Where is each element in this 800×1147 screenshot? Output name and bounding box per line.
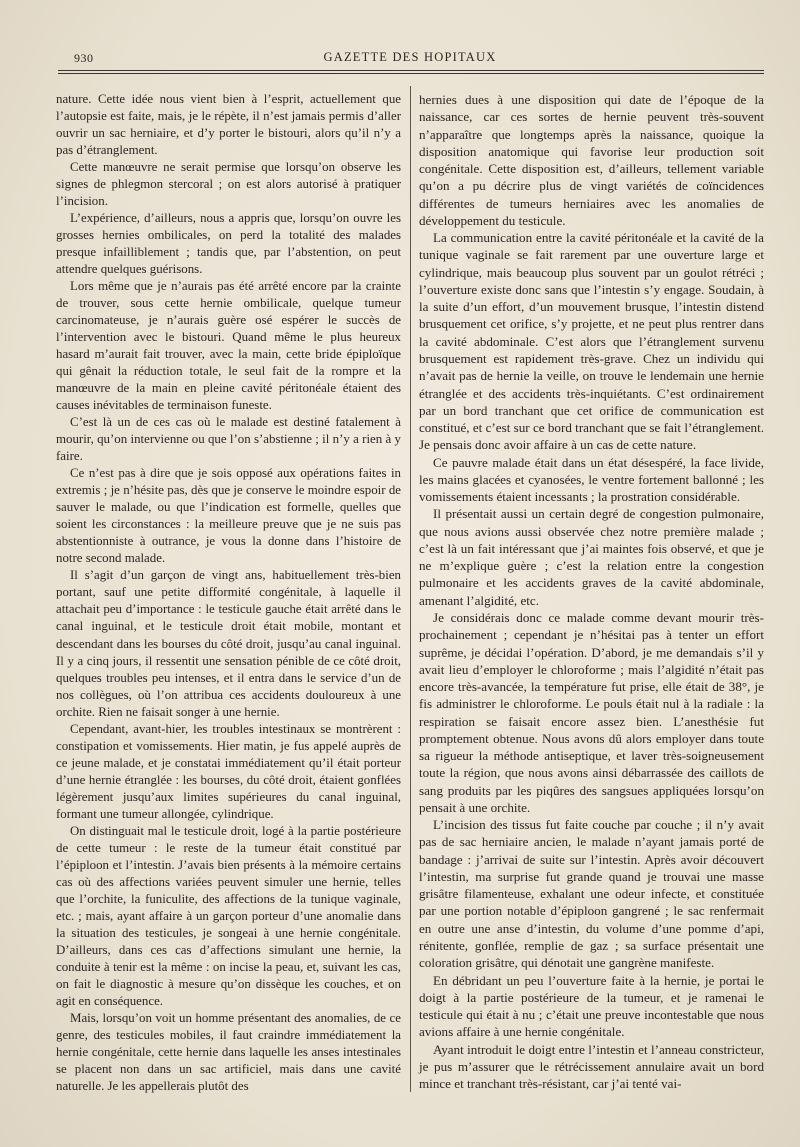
paragraph: C’est là un de ces cas où le malade est destiné fatalement à mourir, qu’on intervienne ou que l’on s’abstienne ; il n’y a rien à y faire. xyxy=(56,415,401,464)
paragraph: Je considérais donc ce malade comme devant mourir très-prochainement ; cependant je n’hésitai pas à tenter un effort suprême, je décidai l’opération. D’abord, je me demandais s’il y avait lieu d’employer le chloroforme ; mais l’algidité n’était pas encore très-avancée, la température fut prise, elle était de 38°, je fis administrer le chloroforme. Le pouls était nul à la radiale : la respiration se faisait encore assez bien. L’anesthésie fut promptement obtenue. Nous avons dû alors employer dans toute sa rigueur la méthode antiseptique, et laver très-soigneusement toute la région, que nous avons ainsi débarrassée des caillots de sang produits par les piqûres des sangsues appliquées lorsqu’on pensait à une orchite. xyxy=(419,609,764,815)
paragraph: Cette manœuvre ne serait permise que lorsqu’on observe les signes de phlegmon stercoral ; on est alors autorisé à pratiquer l’incision. xyxy=(56,160,401,209)
paragraph: L’expérience, d’ailleurs, nous a appris que, lorsqu’on ouvre les grosses hernies ombilicales, on perd la totalité des malades presque infailliblement ; tandis que, par l’abstention, on peut attendre quelques guérisons. xyxy=(56,211,401,277)
left-column xyxy=(56,91,401,1095)
paragraph: On distinguait mal le testicule droit, logé à la partie postérieure de cette tumeur : le reste de la tumeur était constitué par l’épiploon et l’intestin. J’avais bien présents à la mémoire certains cas où des affections variées peuvent simuler une hernie, telles que l’orchite, la funiculite, des affections de la tunique vaginale, etc. ; mais, ayant affaire à un garçon porteur d’une anomalie dans la situation des testicules, je songeai à une hernie congénitale. D’ailleurs, dans ces cas d’affections simulant une hernie, la conduite à tenir est la même : on incise la peau, et, suivant les cas, on fait le diagnostic à mesure qu’on dissèque les couches, et on agit en conséquence. xyxy=(56,823,401,1008)
paragraph: La communication entre la cavité péritonéale et la cavité de la tunique vaginale se fait rarement par une ouverture large et cylindrique, mais beaucoup plus souvent par un goulot rétréci ; l’ouverture existe donc sans que l’intestin s’y engage. Soudain, à la suite d’un effort, d’un mouvement brusque, l’intestin distend brusquement cet orifice, s’y projette, et ne peut plus rentrer dans la cavité abdominale. C’est alors que l’étranglement survenu brusquement est rapidement très-grave. Chez un individu qui n’avait pas de hernie la veille, on trouve le lendemain une hernie étranglée et des accidents très-inquiétants. C’est ordinairement par un bord tranchant que cet orifice de communication est constitué, et c’est sur ce bord tranchant que se fait l’étranglement. Je pensais donc avoir affaire à un cas de cette nature. xyxy=(419,230,764,453)
paragraph: Il s’agit d’un garçon de vingt ans, habituellement très-bien portant, sauf une petite difformité congénitale, à laquelle il attachait peu d’importance : le testicule gauche était arrêté dans le canal inguinal, et le testicule droit était mobile, montant et descendant dans les bourses du côté droit, jusqu’au canal inguinal. Il y a cinq jours, il ressentit une sensation pénible de ce côté droit, quelques troubles peu intenses, et il entra dans le service d’un de nos collègues, où l’on attribua ces accidents douloureux à une orchite. Rien ne faisait songer à une hernie. xyxy=(56,568,401,719)
paragraph: hernies dues à une disposition qui date de l’époque de la naissance, car ces sortes de hernie peuvent très-souvent n’apparaître que longtemps après la naissance, quoique la disposition anatomique qui favorise leur production soit congénitale. Cette disposition est, d’ailleurs, tellement variable qu’on a pu décrire plus de vingt variétés de coïncidences différentes de tumeurs herniaires avec les anomalies de développement du testicule. xyxy=(419,92,764,228)
header-rule-bottom xyxy=(58,73,764,74)
paragraph: Mais, lorsqu’on voit un homme présentant des anomalies, de ce genre, des testicules mobiles, il faut craindre immédiatement la hernie congénitale, cette hernie dans laquelle les anses intestinales se placent non dans un sac artificiel, mais dans une cavité naturelle. Je les appellerais plutôt des xyxy=(56,1010,401,1093)
paragraph: Ce pauvre malade était dans un état désespéré, la face livide, les mains glacées et cyanosées, le ventre fortement ballonné ; les vomissements étaient incessants ; la prostration considérable. xyxy=(419,454,764,505)
paragraph: Ayant introduit le doigt entre l’intestin et l’anneau constricteur, je pus m’assurer que le rétrécissement annulaire avait un bord mince et tranchant très-résistant, car j’ai tenté vai- xyxy=(419,1041,764,1092)
column-separator xyxy=(410,86,411,1092)
page-number: 930 xyxy=(74,51,94,65)
paragraph: En débridant un peu l’ouverture faite à la hernie, je portai le doigt à la partie postérieure de la tumeur, et je ramenai le testicule qui était à nu ; c’était une preuve incontestable que nous avions affaire à une hernie congénitale. xyxy=(419,972,764,1040)
right-column xyxy=(419,91,764,1092)
paragraph: nature. Cette idée nous vient bien à l’esprit, actuellement que l’autopsie est faite, mais, je le répète, il n’est jamais permis d’aller ouvrir un sac herniaire, et d’y porter le bistouri, alors qu’il n’y a pas d’étranglement. xyxy=(56,92,401,158)
paragraph: Ce n’est pas à dire que je sois opposé aux opérations faites in extremis ; je n’hésite pas, dès que je conserve le moindre espoir de sauver le malade, ou que l’indication est formelle, quelles que soient les circonstances : la meilleure preuve que je ne suis pas abstentionniste à outrance, je vous la donne dans l’histoire de notre second malade. xyxy=(56,466,401,566)
paragraph: Lors même que je n’aurais pas été arrêté encore par la crainte de trouver, sous cette hernie ombilicale, quelque tumeur carcinomateuse, je n’aurais guère osé espérer le succès de l’intervention avec le bistouri. Quand même le plus heureux hasard m’aurait fait trouver, avec la main, cette bride épiploïque qui gênait la réduction totale, le seul fait de la rompre et la manœuvre de la main en pleine cavité péritonéale étaient des causes inévitables de terminaison funeste. xyxy=(56,279,401,413)
journal-title: GAZETTE DES HOPITAUX xyxy=(323,50,497,64)
paragraph: L’incision des tissus fut faite couche par couche ; il n’y avait pas de sac herniaire ancien, le malade n’ayant jamais porté de bandage : j’arrivai de suite sur l’intestin. Après avoir découvert l’intestin, ma surprise fut grande quand je trouvai une masse grisâtre filamenteuse, exhalant une odeur infecte, et constituée par une portion notable d’épiploon gangrené ; le sac renfermait en outre une anse d’intestin, du volume d’une pomme d’api, rénitente, gonflée, remplie de gaz ; sa surface présentait une coloration grisâtre, qui dénotait une gangrène manifeste. xyxy=(419,817,764,971)
paragraph: Cependant, avant-hier, les troubles intestinaux se montrèrent : constipation et vomissements. Hier matin, je fus appelé auprès de ce jeune malade, et je constatai immédiatement qu’il était porteur d’une hernie étranglée : les bourses, du côté droit, étaient gonflées légèrement jusqu’aux limites supérieures du canal inguinal, formant une tumeur allongée, cylindrique. xyxy=(56,721,401,821)
page-header xyxy=(56,48,764,68)
paragraph: Il présentait aussi un certain degré de congestion pulmonaire, que nous avions aussi observée chez notre première malade ; c’est là un fait intéressant que j’ai maintes fois observé, et que je ne m’explique guère ; c’est la relation entre la congestion pulmonaire et les accidents graves de la cavité abdominale, amenant l’algidité, etc. xyxy=(419,506,764,608)
header-rule-top xyxy=(58,70,764,71)
